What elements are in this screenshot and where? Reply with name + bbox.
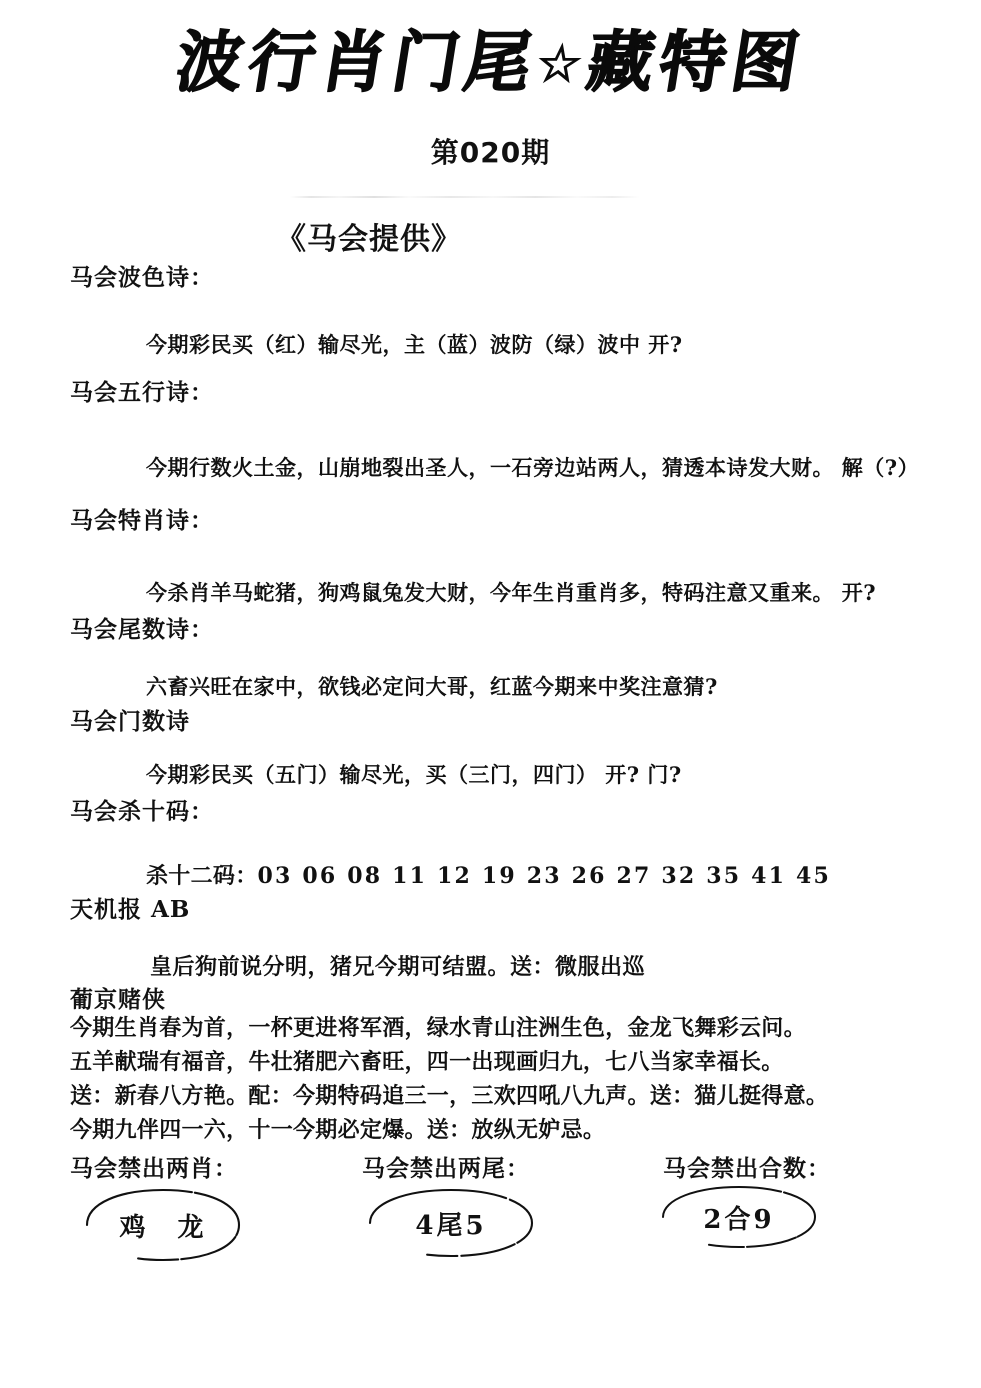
section-verse-bose: 今期彩民买（红）输尽光，主（蓝）波防（绿）波中 开? bbox=[146, 332, 683, 357]
page-title bbox=[0, 23, 981, 101]
section-label-shashima: 马会杀十码： bbox=[70, 798, 214, 825]
section-verse-texiao: 今杀肖羊马蛇猪，狗鸡鼠兔发大财，今年生肖重肖多，特码注意又重来。 开? bbox=[146, 580, 877, 605]
pujing-line-4: 今期九伴四一六，十一今期必定爆。送：放纵无妒忌。 bbox=[70, 1117, 606, 1143]
ban-label-sum: 马会禁出合数： bbox=[663, 1155, 831, 1182]
ban-value-tail: 4尾5 bbox=[415, 1210, 487, 1241]
tianjibao-verse: 皇后狗前说分明，猪兄今期可结盟。送：微服出巡 bbox=[150, 954, 646, 980]
section-label-pujingduxia: 葡京赌侠 bbox=[70, 986, 166, 1013]
ban-label-zodiac: 马会禁出两肖： bbox=[70, 1155, 238, 1182]
section-label-bose: 马会波色诗： bbox=[70, 264, 214, 291]
pujing-line-1: 今期生肖春为首，一杯更进将军酒，绿水青山注洲生色，金龙飞舞彩云问。 bbox=[70, 1015, 806, 1041]
pujing-line-3: 送：新春八方艳。配：今期特码追三一，三欢四吼八九声。送：猫儿挺得意。 bbox=[70, 1083, 829, 1109]
section-label-wuxing: 马会五行诗： bbox=[70, 379, 214, 406]
source-attribution: 《马会提供》 bbox=[276, 222, 462, 257]
ban-label-tail: 马会禁出两尾： bbox=[362, 1155, 530, 1182]
ban-value-zodiac: 鸡 龙 bbox=[119, 1212, 207, 1243]
ban-bubble-zodiac bbox=[73, 1186, 253, 1264]
section-label-texiao: 马会特肖诗： bbox=[70, 507, 214, 534]
scan-artifact-line bbox=[290, 196, 640, 198]
pujing-line-2: 五羊献瑞有福音，牛壮猪肥六畜旺，四一出现画归九，七八当家幸福长。 bbox=[70, 1049, 784, 1075]
kill-numbers-prefix: 杀十二码： bbox=[146, 863, 258, 889]
ban-value-sum: 2合9 bbox=[703, 1204, 775, 1235]
star-icon: ☆ bbox=[532, 34, 593, 93]
kill-numbers-row bbox=[146, 859, 831, 890]
kill-numbers-values: 03 06 08 11 12 19 23 26 27 32 35 41 45 bbox=[257, 863, 832, 889]
section-label-tianjibao: 天机报 AB bbox=[70, 896, 191, 923]
section-verse-menshu: 今期彩民买（五门）输尽光，买（三门，四门） 开? 门? bbox=[146, 762, 682, 787]
title-part-1: 波行肖门尾 bbox=[171, 23, 544, 101]
section-verse-weishu: 六畜兴旺在家中，欲钱必定问大哥，红蓝今期来中奖注意猜? bbox=[146, 674, 718, 699]
section-verse-wuxing: 今期行数火土金，山崩地裂出圣人，一石旁边站两人，猜透本诗发大财。 解（?） bbox=[146, 455, 920, 480]
issue-number: 第020期 bbox=[430, 136, 551, 169]
ban-bubble-tail bbox=[360, 1186, 542, 1260]
section-label-menshu: 马会门数诗 bbox=[70, 708, 190, 735]
title-part-2: 藏特图 bbox=[581, 23, 811, 101]
section-label-weishu: 马会尾数诗： bbox=[70, 616, 214, 643]
ban-bubble-sum bbox=[655, 1183, 823, 1251]
